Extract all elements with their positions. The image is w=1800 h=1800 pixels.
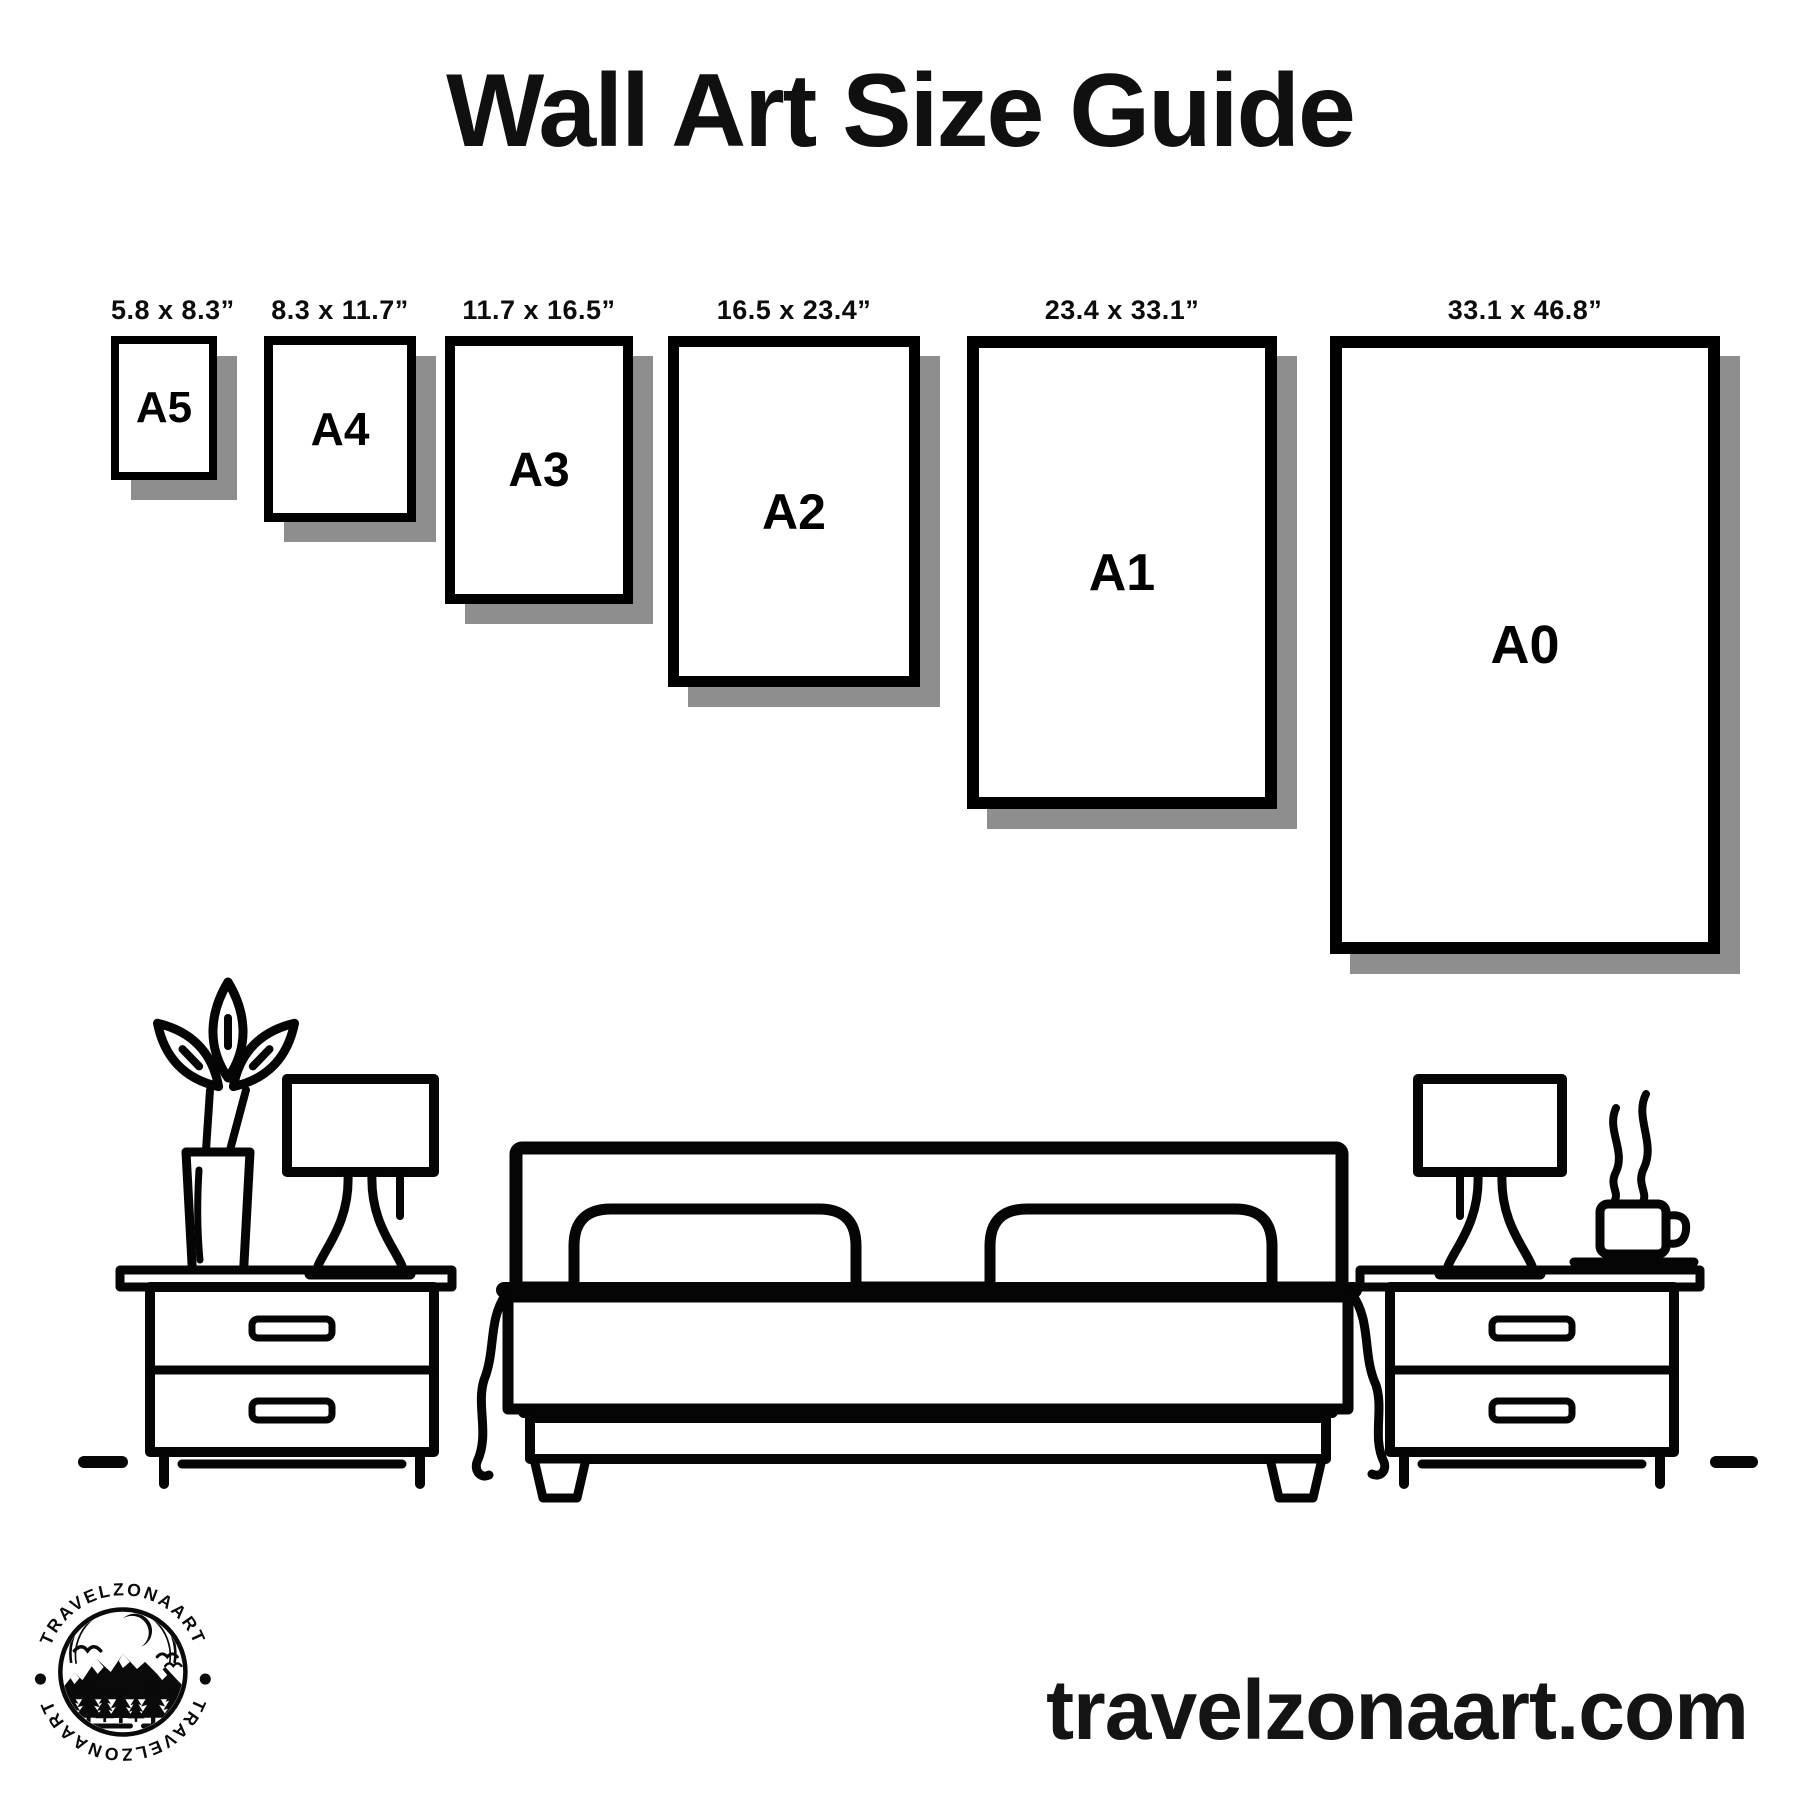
logo-separator-dot <box>200 1674 211 1685</box>
drawer-handle <box>1492 1401 1572 1420</box>
table-lamp-left-icon <box>287 1079 434 1266</box>
website-url: travelzonaart.com <box>1046 1663 1748 1757</box>
logo-arc-text-top: TRAVELZONAART <box>35 1579 210 1648</box>
size-frame-a2 <box>668 336 920 687</box>
nightstand-right-icon <box>1360 1270 1700 1484</box>
table-lamp-right-icon <box>1418 1079 1562 1266</box>
page-title: Wall Art Size Guide <box>446 53 1354 169</box>
size-item-a3 <box>445 292 633 604</box>
size-dimensions-a1: 23.4 x 33.1” <box>1044 295 1200 325</box>
travelzonaart-logo-badge <box>22 1556 254 1788</box>
size-item-a2 <box>668 292 920 687</box>
size-dimensions-a4: 8.3 x 11.7” <box>271 295 409 325</box>
size-dimensions-a0: 33.1 x 46.8” <box>1447 295 1603 325</box>
size-item-a4 <box>264 292 416 522</box>
bedroom-scene-illustration <box>60 850 1760 1510</box>
coffee-cup-icon <box>1574 1094 1694 1262</box>
size-dimensions-a2: 16.5 x 23.4” <box>716 295 872 325</box>
size-dimensions-a5: 5.8 x 8.3” <box>111 295 235 325</box>
logo-arc-text-bottom: TRAVELZONAART <box>35 1696 210 1765</box>
bird-icon <box>74 1647 100 1651</box>
size-label-a3: A3 <box>508 443 570 497</box>
size-label-a5: A5 <box>135 383 193 432</box>
size-item-a1 <box>967 292 1277 809</box>
steam <box>1613 1108 1619 1200</box>
crescent-moon-icon <box>123 1614 152 1647</box>
size-frame-a4 <box>264 336 416 522</box>
size-frame-a5 <box>111 336 217 480</box>
bed-sheet-drape-right <box>1352 1294 1385 1475</box>
steam <box>1641 1094 1648 1202</box>
nightstand-left-icon <box>120 1270 452 1484</box>
bed-sheet-drape-left <box>476 1294 506 1476</box>
size-item-a5 <box>111 292 235 480</box>
drawer-handle <box>252 1319 332 1338</box>
bird-icon <box>165 1663 181 1666</box>
size-label-a2: A2 <box>762 483 826 540</box>
plant-vase-icon <box>147 982 305 1282</box>
size-frame-a1 <box>967 336 1277 809</box>
size-label-a1: A1 <box>1088 543 1156 602</box>
size-frame-a3 <box>445 336 633 604</box>
drawer-handle <box>1492 1319 1572 1338</box>
logo-separator-dot <box>35 1674 46 1685</box>
double-bed-icon <box>476 1148 1384 1498</box>
size-label-a0: A0 <box>1490 615 1560 675</box>
size-dimensions-a3: 11.7 x 16.5” <box>462 295 616 325</box>
svg-text:TRAVELZONAART <box>36 1579 210 1648</box>
size-label-a4: A4 <box>310 403 370 455</box>
drawer-handle <box>252 1401 332 1420</box>
